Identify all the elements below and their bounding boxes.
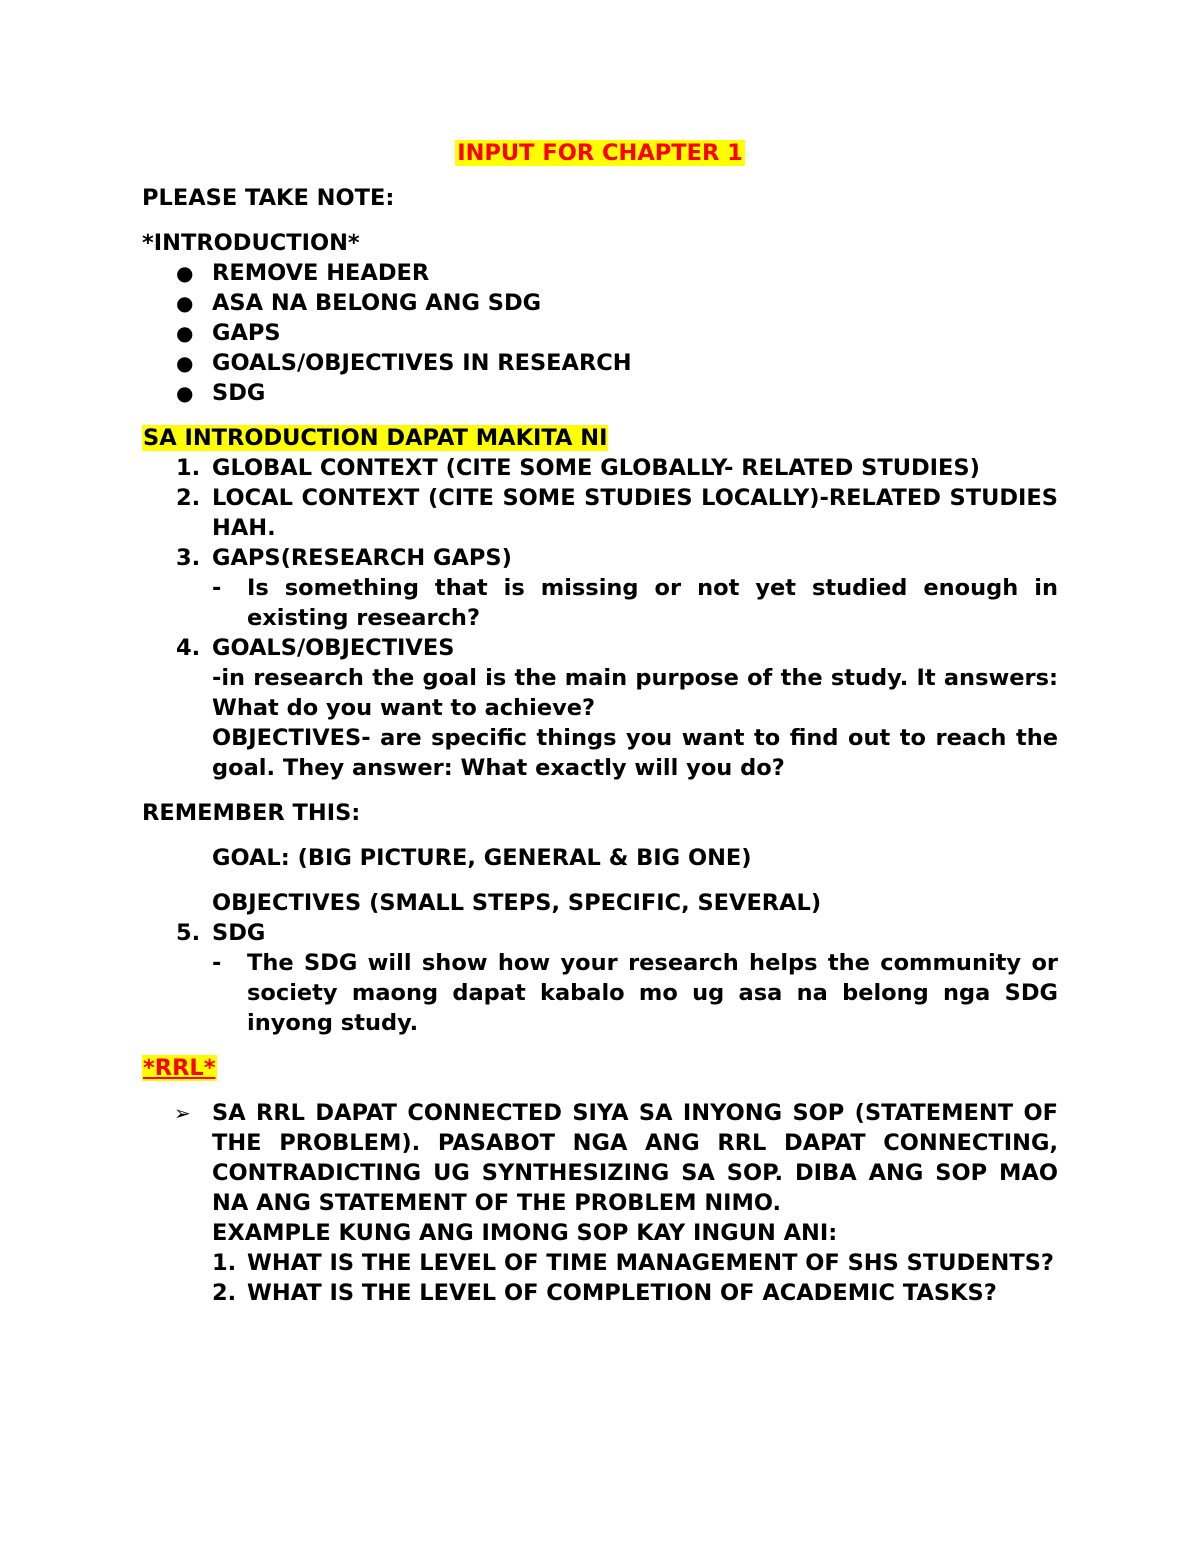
- list-item: ● SDG: [176, 380, 266, 406]
- makita-heading-line: [142, 423, 1058, 453]
- bullet-icon: ●: [176, 381, 194, 405]
- sub-list-item: - The SDG will show how your research helps the community or society maong dapat kabalo mo ug asa na belong nga SDG inyong study.: [212, 950, 1058, 1036]
- makita-heading: SA INTRODUCTION DAPAT MAKITA NI: [143, 425, 608, 451]
- introduction-numbered-list: [142, 453, 1058, 783]
- list-item: 1. GLOBAL CONTEXT (CITE SOME GLOBALLY- RELATED STUDIES): [176, 455, 980, 481]
- remember-heading: REMEMBER THIS:: [142, 800, 361, 826]
- arrow-bullet-icon: ➢: [174, 1101, 191, 1125]
- goal-definition: -in research the goal is the main purpose of the study. It answers: What do you want to achieve?: [212, 665, 1058, 721]
- rrl-heading: *RRL*: [143, 1055, 216, 1081]
- list-item: 4. GOALS/OBJECTIVES -in research the goal is the main purpose of the study. It answers: What do you want to achieve? OBJECTIVES- are specific things you want to find out to reach the goal. They answer: What exactly will you do?: [176, 635, 1058, 781]
- document-title: INPUT FOR CHAPTER 1: [457, 140, 743, 166]
- list-item: 1. WHAT IS THE LEVEL OF TIME MANAGEMENT OF SHS STUDENTS?: [212, 1250, 1054, 1276]
- rrl-heading-line: [142, 1053, 1058, 1083]
- list-item: ● GAPS: [176, 320, 281, 346]
- rrl-example-intro: EXAMPLE KUNG ANG IMONG SOP KAY INGUN ANI:: [212, 1220, 838, 1246]
- rrl-arrow-item: [142, 1098, 1058, 1308]
- objectives-definition: OBJECTIVES- are specific things you want to find out to reach the goal. They answer: What exactly will you do?: [212, 725, 1058, 781]
- list-item: ● ASA NA BELONG ANG SDG: [176, 290, 542, 316]
- bullet-icon: ●: [176, 321, 194, 345]
- rrl-example-list: [212, 1248, 1058, 1308]
- list-item: ● GOALS/OBJECTIVES IN RESEARCH: [176, 350, 632, 376]
- introduction-heading: *INTRODUCTION*: [142, 230, 360, 256]
- bullet-icon: ●: [176, 291, 194, 315]
- list-item: 5. SDG - The SDG will show how your research helps the community or society maong dapat kabalo mo ug asa na belong nga SDG inyong study.: [176, 920, 1058, 1036]
- sub-list-item: - Is something that is missing or not yet studied enough in existing research?: [212, 575, 1058, 631]
- list-item: 2. WHAT IS THE LEVEL OF COMPLETION OF ACADEMIC TASKS?: [212, 1280, 997, 1306]
- bullet-icon: ●: [176, 261, 194, 285]
- introduction-bullet-list: [142, 258, 1058, 408]
- remember-goal: GOAL: (BIG PICTURE, GENERAL & BIG ONE): [212, 845, 752, 871]
- list-item: ● REMOVE HEADER: [176, 260, 430, 286]
- list-item: 2. LOCAL CONTEXT (CITE SOME STUDIES LOCALLY)-RELATED STUDIES HAH.: [176, 485, 1058, 541]
- sdg-numbered-list: [142, 918, 1058, 1038]
- rrl-text: SA RRL DAPAT CONNECTED SIYA SA INYONG SOP (STATEMENT OF THE PROBLEM). PASABOT NGA ANG RRL DAPAT CONNECTING, CONTRADICTING UG SYNTHESIZING SA SOP. DIBA ANG SOP MAO NA ANG STATEMENT OF THE PROBLEM NIMO.: [212, 1100, 1058, 1216]
- document-title-line: [142, 138, 1058, 168]
- list-item: 3. GAPS(RESEARCH GAPS) - Is something that is missing or not yet studied enough in existing research?: [176, 545, 1058, 631]
- note-heading: PLEASE TAKE NOTE:: [142, 185, 395, 211]
- remember-objectives: OBJECTIVES (SMALL STEPS, SPECIFIC, SEVERAL): [212, 890, 822, 916]
- bullet-icon: ●: [176, 351, 194, 375]
